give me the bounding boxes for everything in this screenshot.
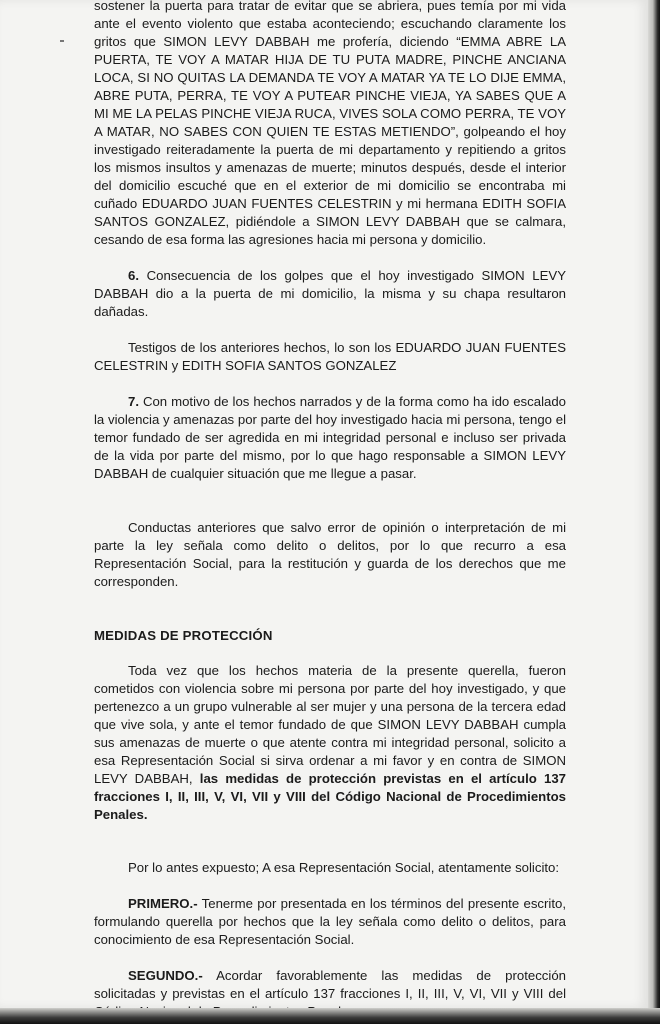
paragraph-conductas-text: Conductas anteriores que salvo error de opinión o interpretación de mi parte la ley señala como delito o delitos, por lo que recurro a esa Representación Social, para la restitución y guarda de los derechos que me corresponden. — [94, 520, 566, 589]
page-edge-shadow — [648, 0, 660, 1024]
petition-primero-text: Tenerme por presentada en los términos del presente escrito, formulando querella por hechos que la ley señala como delito o delitos, para conocimiento de esa Representación Social. — [94, 896, 566, 947]
scan-speck — [60, 40, 64, 42]
page-bottom-shadow — [0, 1008, 660, 1024]
paragraph-7 — [94, 393, 566, 483]
paragraph-testigos-text: Testigos de los anteriores hechos, lo son los EDUARDO JUAN FUENTES CELESTRIN y EDITH SOFIA SANTOS GONZALEZ — [94, 340, 566, 373]
paragraph-6 — [94, 267, 566, 321]
paragraph-testigos — [94, 339, 566, 375]
petition-segundo-label: SEGUNDO.- — [128, 968, 203, 983]
paragraph-intro-text: sostener la puerta para tratar de evitar que se abriera, pues temía por mi vida ante el evento violento que estaba aconteciendo; escuchando claramente los gritos que SIMON LEVY DABBAH me profería, diciendo “EMMA ABRE LA PUERTA, TE VOY A MATAR HIJA DE TU PUTA MADRE, PINCHE ANCIANA LOCA, SI NO QUITAS LA DEMANDA TE VOY A MATAR YA TE LO DIJE EMMA, ABRE PUTA, PERRA, TE VOY A PUTEAR PINCHE VIEJA, YA SABES QUE A MI ME LA PELAS PINCHE VIEJA RUCA, VIVES SOLA COMO PERRA, TE VOY A MATAR, NO SABES CON QUIEN TE ESTAS METIENDO”, golpeando el hoy investigado reiteradamente la puerta de mi departamento y repitiendo a gritos los mismos insultos y amenazas de muerte; minutos después, desde el interior del domicilio escuché que en el exterior de mi domicilio se encontraba mi cuñado EDUARDO JUAN FUENTES CELESTRIN y mi hermana EDITH SOFIA SANTOS GONZALEZ, pidiéndole a SIMON LEVY DABBAH que se calmara, cesando de esa forma las agresiones hacia mi persona y domicilio. — [94, 0, 566, 247]
paragraph-intro — [94, 0, 566, 249]
paragraph-medidas-bold: las medidas de protección previstas en el artículo 137 fracciones I, II, III, V, VI, VII y VIII del Código Nacional de Procedimientos Penales. — [94, 771, 566, 822]
petition-segundo-text: Acordar favorablemente las medidas de protección solicitadas y previstas en el artículo 137 fracciones I, II, III, V, VI, VII y VIII del — [94, 968, 566, 1001]
paragraph-7-text: Con motivo de los hechos narrados y de la forma como ha ido escalado la violencia y amenazas por parte del hoy investigado hacia mi persona, tengo el temor fundado de ser agredida en mi integridad personal e incluso ser privada de la vida por parte del mismo, por lo que hago responsable a SIMON LEVY DABBAH de cualquier situación que me llegue a pasar. — [94, 394, 566, 481]
section-heading-medidas: MEDIDAS DE PROTECCIÓN — [94, 628, 273, 643]
paragraph-6-number: 6. — [128, 268, 139, 283]
document-body — [94, 0, 566, 1021]
petition-primero-label: PRIMERO.- — [128, 896, 198, 911]
paragraph-expuesto — [94, 859, 566, 877]
paragraph-medidas — [94, 662, 566, 824]
paragraph-7-number: 7. — [128, 394, 139, 409]
paragraph-6-text: Consecuencia de los golpes que el hoy investigado SIMON LEVY DABBAH dio a la puerta de mi domicilio, la misma y su chapa resultaron dañadas. — [94, 268, 566, 319]
paragraph-conductas — [94, 519, 566, 591]
paragraph-expuesto-text: Por lo antes expuesto; A esa Representación Social, atentamente solicito: — [128, 860, 560, 875]
petition-primero — [94, 895, 566, 949]
paragraph-medidas-text: Toda vez que los hechos materia de la presente querella, fueron cometidos con violencia sobre mi persona por parte del hoy investigado, y que pertenezco a un grupo vulnerable al ser mujer y una persona de la tercera edad que vive sola, y ante el temor fundado de que SIMON LEVY DABBAH cumpla sus amenazas de muerte o que atente contra mi integridad personal, solicito a esa Representación Social si sirva ordenar a mi favor y en contra de SIMON LEVY DABBAH, — [94, 663, 566, 786]
